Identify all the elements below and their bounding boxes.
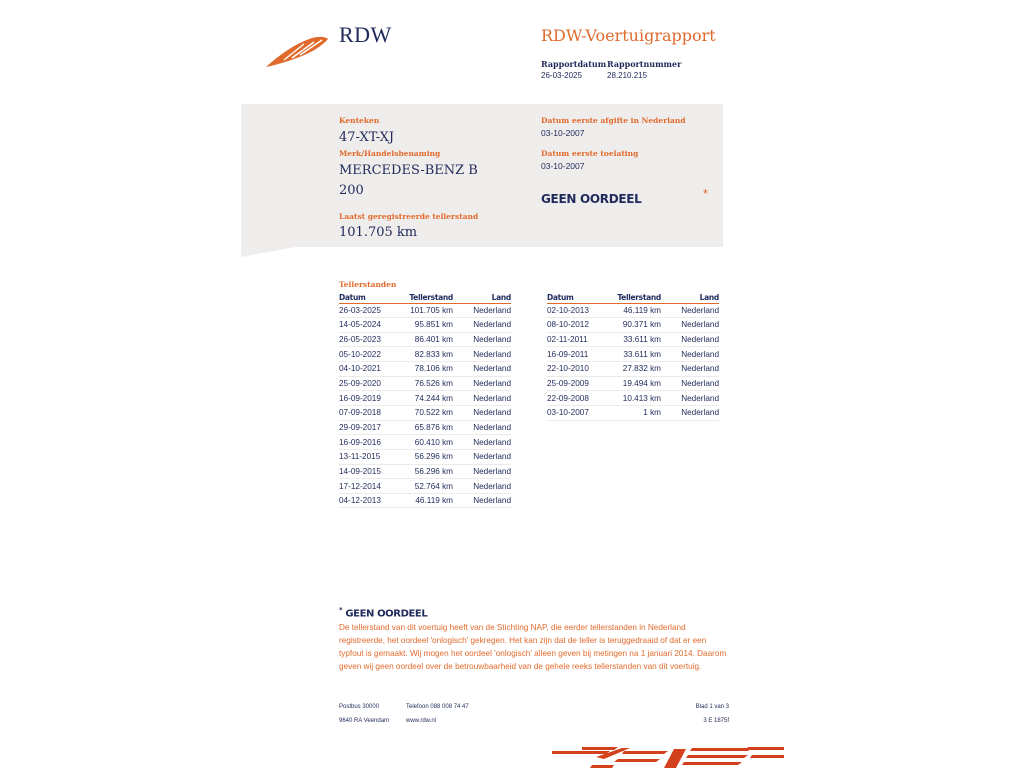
verdict-footnote-marker: * xyxy=(703,186,709,201)
table-header-row xyxy=(339,292,511,303)
cell-country: Nederland xyxy=(453,362,511,377)
cell-country: Nederland xyxy=(453,449,511,464)
last-odometer-value: 101.705 km xyxy=(339,225,418,240)
cell-date: 25-09-2009 xyxy=(547,376,609,391)
report-title: RDW-Voertuigrapport xyxy=(541,26,716,45)
table-row xyxy=(547,303,719,318)
cell-odometer: 82.833 km xyxy=(401,347,453,362)
first-admission-value: 03-10-2007 xyxy=(541,161,585,171)
table-row xyxy=(547,376,719,391)
cell-date: 22-09-2008 xyxy=(547,391,609,406)
report-number-label: Rapportnummer xyxy=(607,59,682,69)
cell-date: 07-09-2018 xyxy=(339,405,401,420)
footer-address-line1: Postbus 30000 xyxy=(339,704,380,710)
cell-country: Nederland xyxy=(661,318,719,333)
cell-country: Nederland xyxy=(453,318,511,333)
cell-country: Nederland xyxy=(453,464,511,479)
footnote-marker: * xyxy=(339,606,343,614)
cell-country: Nederland xyxy=(661,303,719,318)
cell-odometer: 90.371 km xyxy=(609,318,661,333)
footer-website[interactable]: www.rdw.nl xyxy=(406,718,437,724)
cell-date: 22-10-2010 xyxy=(547,362,609,377)
cell-date: 02-11-2011 xyxy=(547,332,609,347)
cell-odometer: 56.296 km xyxy=(401,464,453,479)
cell-odometer: 33.611 km xyxy=(609,332,661,347)
cell-country: Nederland xyxy=(661,391,719,406)
vehicle-info-panel xyxy=(241,104,723,247)
table-header-row xyxy=(547,292,719,303)
odometer-table-right xyxy=(547,292,719,421)
table-row xyxy=(339,479,511,494)
cell-odometer: 76.526 km xyxy=(401,376,453,391)
cell-odometer: 52.764 km xyxy=(401,479,453,494)
cell-country: Nederland xyxy=(453,347,511,362)
cell-odometer: 27.832 km xyxy=(609,362,661,377)
panel-notch xyxy=(241,246,301,257)
cell-odometer: 10.413 km xyxy=(609,391,661,406)
cell-date: 26-03-2025 xyxy=(339,303,401,318)
cell-date: 04-12-2013 xyxy=(339,493,401,508)
table-row xyxy=(339,347,511,362)
table-row xyxy=(339,405,511,420)
table-row xyxy=(339,420,511,435)
table-row xyxy=(339,391,511,406)
cell-country: Nederland xyxy=(453,303,511,318)
table-row xyxy=(339,435,511,450)
cell-country: Nederland xyxy=(453,435,511,450)
odometer-section-title: Tellerstanden xyxy=(339,280,397,289)
table-row xyxy=(339,464,511,479)
report-date: 26-03-2025 xyxy=(541,71,582,80)
cell-odometer: 86.401 km xyxy=(401,332,453,347)
cell-date: 05-10-2022 xyxy=(339,347,401,362)
report-number: 28.210.215 xyxy=(607,71,648,80)
cell-date: 14-05-2024 xyxy=(339,318,401,333)
cell-date: 14-09-2015 xyxy=(339,464,401,479)
cell-date: 03-10-2007 xyxy=(547,405,609,420)
column-header-odometer: Tellerstand xyxy=(609,292,661,303)
cell-date: 02-10-2013 xyxy=(547,303,609,318)
cell-odometer: 1 km xyxy=(609,405,661,420)
table-row xyxy=(339,362,511,377)
cell-odometer: 78.106 km xyxy=(401,362,453,377)
cell-date: 17-12-2014 xyxy=(339,479,401,494)
cell-country: Nederland xyxy=(661,405,719,420)
column-header-odometer: Tellerstand xyxy=(401,292,453,303)
page-indicator: Blad 1 van 3 xyxy=(695,704,729,710)
cell-country: Nederland xyxy=(661,362,719,377)
cell-date: 16-09-2011 xyxy=(547,347,609,362)
table-row xyxy=(547,332,719,347)
table-row xyxy=(339,332,511,347)
cell-odometer: 46.119 km xyxy=(401,493,453,508)
footnote-title-text: GEEN OORDEEL xyxy=(345,608,428,620)
rdw-stripes-graphic-icon xyxy=(552,745,784,768)
table-row xyxy=(547,405,719,420)
table-row xyxy=(547,318,719,333)
table-row xyxy=(547,347,719,362)
cell-country: Nederland xyxy=(661,376,719,391)
cell-odometer: 19.494 km xyxy=(609,376,661,391)
table-row xyxy=(339,318,511,333)
cell-date: 16-09-2019 xyxy=(339,391,401,406)
column-header-date: Datum xyxy=(339,292,401,303)
table-row xyxy=(547,362,719,377)
footnote-body: De tellerstand van dit voertuig heeft van de Stichting NAP, die eerder tellerstanden in Nederland registreerde, het oordeel 'onlogisch' gekregen. Het kan zijn dat de teller is teruggedraaid of dat er een typfout is gemaakt. Wij mogen het oordeel 'onlogisch' alleen geven bij metingen na 1 januari 2014. Daarom geven wij geen oordeel over de betrouwbaarheid van de gehele reeks tellerstanden van dit voertuig. xyxy=(339,623,727,671)
cell-country: Nederland xyxy=(453,479,511,494)
make-value-line2: 200 xyxy=(339,183,364,198)
cell-odometer: 95.851 km xyxy=(401,318,453,333)
cell-date: 29-09-2017 xyxy=(339,420,401,435)
cell-date: 08-10-2012 xyxy=(547,318,609,333)
cell-country: Nederland xyxy=(453,493,511,508)
make-label: Merk/Handelsbenaming xyxy=(339,149,441,158)
table-row xyxy=(547,391,719,406)
first-nl-date-value: 03-10-2007 xyxy=(541,128,585,138)
footer-phone: Telefoon 088 008 74 47 xyxy=(406,704,469,710)
cell-date: 26-05-2023 xyxy=(339,332,401,347)
cell-country: Nederland xyxy=(453,405,511,420)
last-odometer-label: Laatst geregistreerde tellerstand xyxy=(339,212,479,221)
cell-country: Nederland xyxy=(661,332,719,347)
plate-label: Kenteken xyxy=(339,116,380,125)
table-row xyxy=(339,493,511,508)
table-row xyxy=(339,376,511,391)
cell-country: Nederland xyxy=(453,376,511,391)
cell-odometer: 56.296 km xyxy=(401,449,453,464)
rdw-feather-logo-icon xyxy=(264,34,332,70)
document-code: 3 E 1875f xyxy=(703,718,729,724)
cell-date: 25-09-2020 xyxy=(339,376,401,391)
cell-country: Nederland xyxy=(453,332,511,347)
plate-value: 47-XT-XJ xyxy=(339,130,395,145)
cell-odometer: 70.522 km xyxy=(401,405,453,420)
first-admission-label: Datum eerste toelating xyxy=(541,149,639,158)
cell-country: Nederland xyxy=(453,420,511,435)
footnote-title xyxy=(339,606,427,619)
report-date-label: Rapportdatum xyxy=(541,59,607,69)
cell-date: 13-11-2015 xyxy=(339,449,401,464)
odometer-verdict: GEEN OORDEEL xyxy=(541,192,642,206)
cell-odometer: 65.876 km xyxy=(401,420,453,435)
cell-odometer: 74.244 km xyxy=(401,391,453,406)
cell-odometer: 101.705 km xyxy=(401,303,453,318)
cell-odometer: 60.410 km xyxy=(401,435,453,450)
table-row xyxy=(339,449,511,464)
cell-odometer: 33.611 km xyxy=(609,347,661,362)
footer-address-line2: 9640 RA Veendam xyxy=(339,718,390,724)
column-header-country: Land xyxy=(661,292,719,303)
cell-date: 16-09-2016 xyxy=(339,435,401,450)
column-header-date: Datum xyxy=(547,292,609,303)
first-nl-date-label: Datum eerste afgifte in Nederland xyxy=(541,116,686,125)
make-value-line1: MERCEDES-BENZ B xyxy=(339,163,478,178)
odometer-table-left xyxy=(339,292,511,508)
cell-odometer: 46.119 km xyxy=(609,303,661,318)
brand-name: RDW xyxy=(339,22,392,47)
column-header-country: Land xyxy=(453,292,511,303)
cell-country: Nederland xyxy=(661,347,719,362)
cell-country: Nederland xyxy=(453,391,511,406)
cell-date: 04-10-2021 xyxy=(339,362,401,377)
table-row xyxy=(339,303,511,318)
